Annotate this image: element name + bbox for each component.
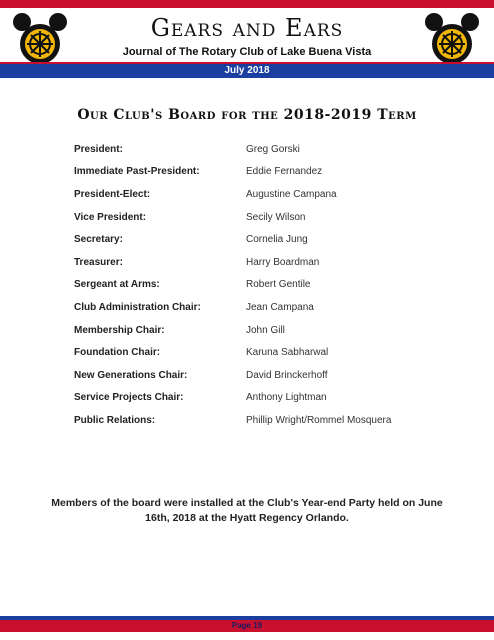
footer-bar [0, 620, 494, 632]
board-member-name: Jean Campana [246, 301, 314, 313]
board-row [74, 387, 454, 410]
board-member-name: Eddie Fernandez [246, 166, 323, 178]
board-row [74, 228, 454, 251]
board-role: Public Relations: [74, 414, 156, 426]
board-row [74, 296, 454, 319]
board-role: Club Administration Chair: [74, 301, 201, 313]
installation-note: Members of the board were installed at the Club's Year-end Party held on June 16th, 2018 at the Hyatt Regency Orlando. [51, 497, 443, 524]
board-row [74, 161, 454, 184]
board-role: New Generations Chair: [74, 369, 188, 381]
board-role: Service Projects Chair: [74, 392, 184, 404]
board-member-name: Cornelia Jung [246, 234, 308, 246]
board-row [74, 251, 454, 274]
issue-date-bar [0, 62, 494, 78]
page-number: Page 19 [231, 621, 263, 630]
board-row [74, 206, 454, 229]
board-role: Treasurer: [74, 256, 123, 268]
board-row [74, 183, 454, 206]
board-member-name: Secily Wilson [246, 211, 306, 223]
board-list [74, 138, 454, 432]
board-role: Foundation Chair: [74, 347, 161, 359]
board-role: President: [74, 143, 123, 155]
board-member-name: Greg Gorski [246, 143, 300, 155]
issue-date: July 2018 [224, 65, 270, 76]
board-role: Secretary: [74, 234, 123, 246]
board-member-name: Karuna Sabharwal [246, 347, 329, 359]
board-member-name: Robert Gentile [246, 279, 311, 291]
board-member-name: Harry Boardman [246, 256, 320, 268]
board-row [74, 274, 454, 297]
board-member-name: Anthony Lightman [246, 392, 327, 404]
board-role: Membership Chair: [74, 324, 165, 336]
journal-subtitle: Journal of The Rotary Club of Lake Buena Vista [122, 46, 372, 58]
board-role: President-Elect: [74, 188, 151, 200]
board-member-name: David Brinckerhoff [246, 369, 328, 381]
page-heading: Our Club's Board for the 2018-2019 Term [77, 107, 417, 123]
board-member-name: John Gill [246, 324, 285, 336]
board-member-name: Phillip Wright/Rommel Mosquera [246, 414, 392, 426]
board-role: Vice President: [74, 211, 147, 223]
board-row [74, 341, 454, 364]
board-row [74, 409, 454, 432]
board-row [74, 138, 454, 161]
board-row [74, 319, 454, 342]
board-role: Sergeant at Arms: [74, 279, 160, 291]
board-row [74, 364, 454, 387]
header-top-bar [0, 0, 494, 8]
board-role: Immediate Past-President: [74, 166, 200, 178]
board-member-name: Augustine Campana [246, 188, 337, 200]
journal-title: Gears and Ears [150, 14, 344, 42]
